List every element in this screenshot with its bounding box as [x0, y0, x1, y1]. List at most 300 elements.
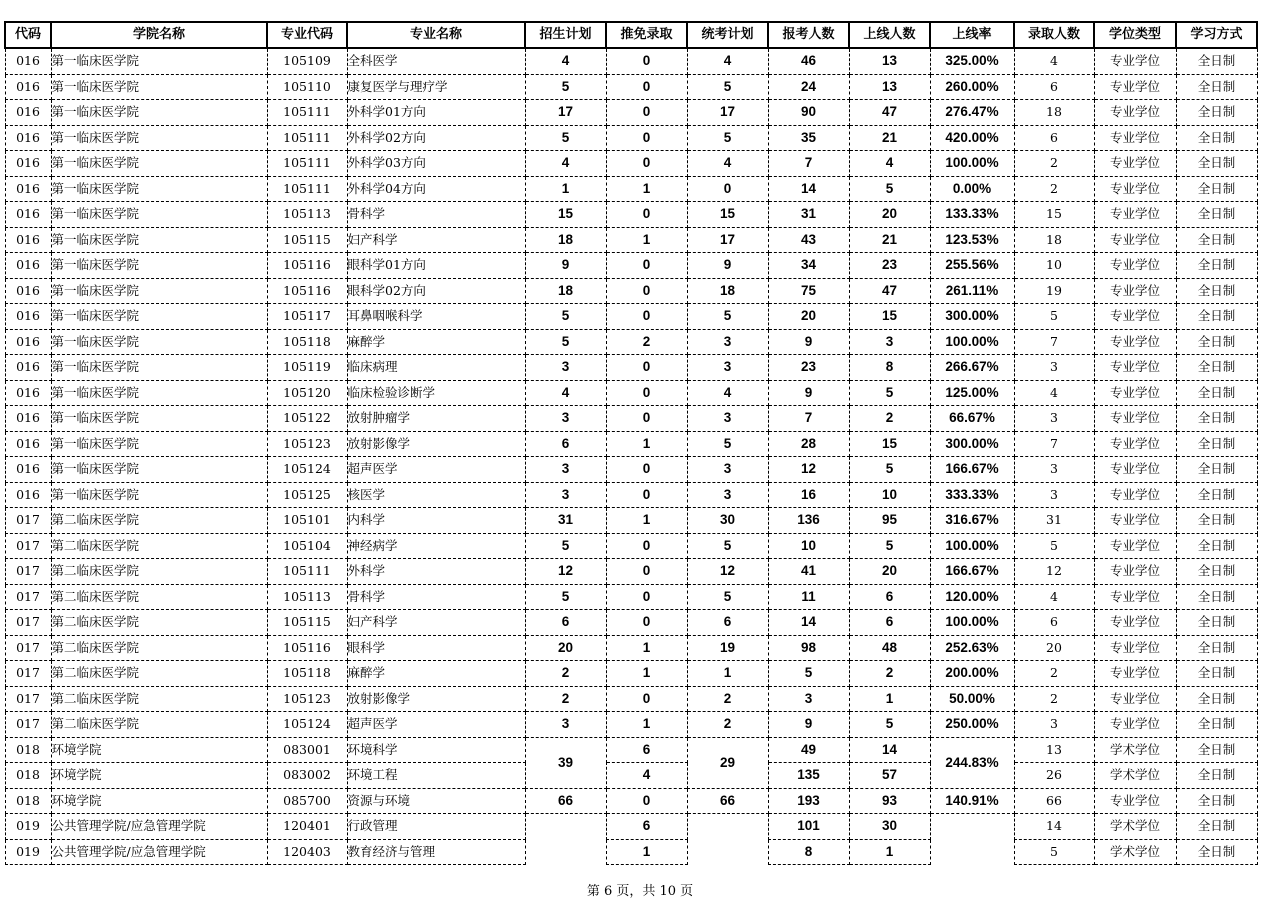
col-college-cell: 第二临床医学院 — [51, 559, 267, 585]
col-plan-cell: 2 — [525, 661, 606, 687]
col-college-cell: 环境学院 — [51, 788, 267, 814]
col-study-mode-cell: 全日制 — [1176, 125, 1257, 151]
col-study-mode-cell: 全日制 — [1176, 253, 1257, 279]
col-major-code-cell: 105101 — [267, 508, 347, 534]
col-exam-plan-cell: 5 — [687, 533, 768, 559]
col-study-mode-cell: 全日制 — [1176, 814, 1257, 840]
col-code-cell: 016 — [5, 355, 51, 381]
table-row — [5, 176, 1257, 202]
col-major-name-cell: 放射影像学 — [347, 431, 525, 457]
col-applicants-cell: 193 — [768, 788, 849, 814]
col-pass-rate-cell: 250.00% — [930, 712, 1014, 738]
header-col-degree-type: 学位类型 — [1094, 22, 1176, 48]
col-applicants-cell: 75 — [768, 278, 849, 304]
col-degree-type-cell: 专业学位 — [1094, 176, 1176, 202]
col-plan-cell — [525, 814, 606, 865]
col-exam-plan-cell: 29 — [687, 737, 768, 788]
col-college-cell: 第二临床医学院 — [51, 508, 267, 534]
col-plan-cell: 5 — [525, 304, 606, 330]
col-code-cell: 016 — [5, 431, 51, 457]
col-college-cell: 第二临床医学院 — [51, 533, 267, 559]
col-degree-type-cell: 专业学位 — [1094, 457, 1176, 483]
col-major-code-cell: 105111 — [267, 151, 347, 177]
col-code-cell: 017 — [5, 559, 51, 585]
col-plan-cell: 18 — [525, 278, 606, 304]
table-row — [5, 610, 1257, 636]
col-admitted-cell: 15 — [1014, 202, 1094, 228]
col-admitted-cell: 3 — [1014, 355, 1094, 381]
col-recommended-cell: 0 — [606, 253, 687, 279]
col-applicants-cell: 49 — [768, 737, 849, 763]
col-passed-cell: 23 — [849, 253, 930, 279]
col-admitted-cell: 12 — [1014, 559, 1094, 585]
col-admitted-cell: 3 — [1014, 457, 1094, 483]
col-code-cell: 017 — [5, 508, 51, 534]
col-admitted-cell: 6 — [1014, 610, 1094, 636]
table-row — [5, 48, 1257, 74]
col-applicants-cell: 8 — [768, 839, 849, 865]
col-exam-plan-cell — [687, 814, 768, 865]
col-plan-cell: 18 — [525, 227, 606, 253]
col-admitted-cell: 10 — [1014, 253, 1094, 279]
col-passed-cell: 47 — [849, 100, 930, 126]
col-major-code-cell: 105117 — [267, 304, 347, 330]
col-degree-type-cell: 专业学位 — [1094, 253, 1176, 279]
col-admitted-cell: 26 — [1014, 763, 1094, 789]
col-recommended-cell: 0 — [606, 533, 687, 559]
col-pass-rate-cell: 276.47% — [930, 100, 1014, 126]
col-code-cell: 016 — [5, 74, 51, 100]
col-plan-cell: 6 — [525, 610, 606, 636]
col-passed-cell: 93 — [849, 788, 930, 814]
col-code-cell: 017 — [5, 635, 51, 661]
col-plan-cell: 4 — [525, 380, 606, 406]
col-pass-rate-cell: 50.00% — [930, 686, 1014, 712]
col-degree-type-cell: 专业学位 — [1094, 431, 1176, 457]
col-admitted-cell: 4 — [1014, 48, 1094, 74]
col-admitted-cell: 6 — [1014, 74, 1094, 100]
col-study-mode-cell: 全日制 — [1176, 839, 1257, 865]
col-applicants-cell: 9 — [768, 329, 849, 355]
col-exam-plan-cell: 9 — [687, 253, 768, 279]
col-passed-cell: 5 — [849, 457, 930, 483]
col-exam-plan-cell: 15 — [687, 202, 768, 228]
col-plan-cell: 3 — [525, 355, 606, 381]
col-major-name-cell: 骨科学 — [347, 202, 525, 228]
col-exam-plan-cell: 5 — [687, 431, 768, 457]
col-recommended-cell: 0 — [606, 74, 687, 100]
col-passed-cell: 1 — [849, 686, 930, 712]
table-row — [5, 635, 1257, 661]
col-major-code-cell: 105123 — [267, 431, 347, 457]
col-admitted-cell: 2 — [1014, 661, 1094, 687]
col-plan-cell: 20 — [525, 635, 606, 661]
col-passed-cell: 15 — [849, 304, 930, 330]
col-admitted-cell: 18 — [1014, 227, 1094, 253]
col-degree-type-cell: 学术学位 — [1094, 839, 1176, 865]
col-major-name-cell: 超声医学 — [347, 457, 525, 483]
col-passed-cell: 13 — [849, 74, 930, 100]
col-admitted-cell: 19 — [1014, 278, 1094, 304]
col-code-cell: 016 — [5, 151, 51, 177]
col-passed-cell: 47 — [849, 278, 930, 304]
col-pass-rate-cell: 123.53% — [930, 227, 1014, 253]
col-degree-type-cell: 专业学位 — [1094, 482, 1176, 508]
col-applicants-cell: 14 — [768, 610, 849, 636]
col-applicants-cell: 14 — [768, 176, 849, 202]
col-degree-type-cell: 专业学位 — [1094, 533, 1176, 559]
col-exam-plan-cell: 5 — [687, 584, 768, 610]
col-study-mode-cell: 全日制 — [1176, 380, 1257, 406]
col-college-cell: 公共管理学院/应急管理学院 — [51, 839, 267, 865]
col-pass-rate-cell: 244.83% — [930, 737, 1014, 788]
col-code-cell: 016 — [5, 304, 51, 330]
col-recommended-cell: 1 — [606, 227, 687, 253]
col-major-code-cell: 105111 — [267, 176, 347, 202]
col-passed-cell: 2 — [849, 661, 930, 687]
col-degree-type-cell: 专业学位 — [1094, 610, 1176, 636]
col-study-mode-cell: 全日制 — [1176, 355, 1257, 381]
col-exam-plan-cell: 4 — [687, 380, 768, 406]
col-plan-cell: 4 — [525, 48, 606, 74]
col-pass-rate-cell: 325.00% — [930, 48, 1014, 74]
col-passed-cell: 5 — [849, 533, 930, 559]
col-applicants-cell: 23 — [768, 355, 849, 381]
col-college-cell: 环境学院 — [51, 763, 267, 789]
col-plan-cell: 5 — [525, 125, 606, 151]
col-major-name-cell: 神经病学 — [347, 533, 525, 559]
col-study-mode-cell: 全日制 — [1176, 48, 1257, 74]
col-study-mode-cell: 全日制 — [1176, 74, 1257, 100]
table-row — [5, 533, 1257, 559]
col-applicants-cell: 41 — [768, 559, 849, 585]
col-recommended-cell: 2 — [606, 329, 687, 355]
col-recommended-cell: 0 — [606, 482, 687, 508]
col-study-mode-cell: 全日制 — [1176, 661, 1257, 687]
col-study-mode-cell: 全日制 — [1176, 584, 1257, 610]
header-col-plan: 招生计划 — [525, 22, 606, 48]
col-major-name-cell: 资源与环境 — [347, 788, 525, 814]
col-admitted-cell: 7 — [1014, 329, 1094, 355]
col-study-mode-cell: 全日制 — [1176, 559, 1257, 585]
header-col-admitted: 录取人数 — [1014, 22, 1094, 48]
col-study-mode-cell: 全日制 — [1176, 176, 1257, 202]
col-major-code-cell: 105119 — [267, 355, 347, 381]
col-pass-rate-cell: 0.00% — [930, 176, 1014, 202]
table-row — [5, 74, 1257, 100]
col-major-code-cell: 083002 — [267, 763, 347, 789]
col-admitted-cell: 5 — [1014, 533, 1094, 559]
col-degree-type-cell: 专业学位 — [1094, 227, 1176, 253]
col-degree-type-cell: 学术学位 — [1094, 763, 1176, 789]
col-major-name-cell: 教育经济与管理 — [347, 839, 525, 865]
header-col-applicants: 报考人数 — [768, 22, 849, 48]
col-exam-plan-cell: 4 — [687, 151, 768, 177]
col-study-mode-cell: 全日制 — [1176, 100, 1257, 126]
col-recommended-cell: 0 — [606, 100, 687, 126]
col-plan-cell: 9 — [525, 253, 606, 279]
col-major-code-cell: 105122 — [267, 406, 347, 432]
col-passed-cell: 1 — [849, 839, 930, 865]
col-college-cell: 第一临床医学院 — [51, 380, 267, 406]
col-major-name-cell: 环境科学 — [347, 737, 525, 763]
col-pass-rate-cell: 252.63% — [930, 635, 1014, 661]
col-plan-cell: 31 — [525, 508, 606, 534]
col-study-mode-cell: 全日制 — [1176, 788, 1257, 814]
col-major-code-cell: 105118 — [267, 329, 347, 355]
col-study-mode-cell: 全日制 — [1176, 278, 1257, 304]
col-study-mode-cell: 全日制 — [1176, 635, 1257, 661]
col-applicants-cell: 31 — [768, 202, 849, 228]
col-major-name-cell: 麻醉学 — [347, 661, 525, 687]
col-degree-type-cell: 专业学位 — [1094, 686, 1176, 712]
col-college-cell: 第二临床医学院 — [51, 712, 267, 738]
col-major-name-cell: 内科学 — [347, 508, 525, 534]
col-college-cell: 第一临床医学院 — [51, 74, 267, 100]
col-study-mode-cell: 全日制 — [1176, 533, 1257, 559]
col-admitted-cell: 5 — [1014, 304, 1094, 330]
col-degree-type-cell: 专业学位 — [1094, 355, 1176, 381]
table-row — [5, 380, 1257, 406]
col-applicants-cell: 24 — [768, 74, 849, 100]
col-recommended-cell: 1 — [606, 839, 687, 865]
col-pass-rate-cell: 100.00% — [930, 533, 1014, 559]
col-plan-cell: 5 — [525, 329, 606, 355]
col-applicants-cell: 11 — [768, 584, 849, 610]
col-applicants-cell: 98 — [768, 635, 849, 661]
col-major-name-cell: 康复医学与理疗学 — [347, 74, 525, 100]
col-study-mode-cell: 全日制 — [1176, 712, 1257, 738]
table-row — [5, 202, 1257, 228]
col-exam-plan-cell: 4 — [687, 48, 768, 74]
col-passed-cell: 14 — [849, 737, 930, 763]
col-code-cell: 016 — [5, 329, 51, 355]
col-exam-plan-cell: 19 — [687, 635, 768, 661]
col-applicants-cell: 12 — [768, 457, 849, 483]
col-code-cell: 017 — [5, 584, 51, 610]
col-recommended-cell: 0 — [606, 788, 687, 814]
col-recommended-cell: 0 — [606, 125, 687, 151]
col-plan-cell: 3 — [525, 457, 606, 483]
col-college-cell: 第一临床医学院 — [51, 482, 267, 508]
col-admitted-cell: 20 — [1014, 635, 1094, 661]
col-admitted-cell: 3 — [1014, 482, 1094, 508]
col-major-code-cell: 120401 — [267, 814, 347, 840]
table-row — [5, 686, 1257, 712]
col-degree-type-cell: 专业学位 — [1094, 151, 1176, 177]
col-major-name-cell: 眼科学 — [347, 635, 525, 661]
col-passed-cell: 5 — [849, 712, 930, 738]
col-major-name-cell: 外科学03方向 — [347, 151, 525, 177]
col-code-cell: 017 — [5, 610, 51, 636]
col-major-name-cell: 核医学 — [347, 482, 525, 508]
col-recommended-cell: 1 — [606, 431, 687, 457]
col-code-cell: 016 — [5, 100, 51, 126]
col-admitted-cell: 2 — [1014, 176, 1094, 202]
col-recommended-cell: 0 — [606, 559, 687, 585]
col-code-cell: 016 — [5, 125, 51, 151]
col-degree-type-cell: 专业学位 — [1094, 48, 1176, 74]
col-plan-cell: 4 — [525, 151, 606, 177]
header-col-college: 学院名称 — [51, 22, 267, 48]
col-major-code-cell: 105116 — [267, 278, 347, 304]
col-recommended-cell: 1 — [606, 712, 687, 738]
col-degree-type-cell: 学术学位 — [1094, 737, 1176, 763]
col-admitted-cell: 13 — [1014, 737, 1094, 763]
col-major-code-cell: 105124 — [267, 712, 347, 738]
table-row — [5, 304, 1257, 330]
col-study-mode-cell: 全日制 — [1176, 763, 1257, 789]
col-recommended-cell: 0 — [606, 355, 687, 381]
col-college-cell: 第一临床医学院 — [51, 176, 267, 202]
col-admitted-cell: 2 — [1014, 151, 1094, 177]
col-major-name-cell: 骨科学 — [347, 584, 525, 610]
col-recommended-cell: 4 — [606, 763, 687, 789]
col-study-mode-cell: 全日制 — [1176, 227, 1257, 253]
col-exam-plan-cell: 30 — [687, 508, 768, 534]
col-major-name-cell: 超声医学 — [347, 712, 525, 738]
table-row — [5, 457, 1257, 483]
col-exam-plan-cell: 3 — [687, 406, 768, 432]
col-code-cell: 016 — [5, 278, 51, 304]
col-passed-cell: 6 — [849, 610, 930, 636]
col-major-name-cell: 妇产科学 — [347, 610, 525, 636]
col-major-code-cell: 105115 — [267, 610, 347, 636]
col-degree-type-cell: 专业学位 — [1094, 788, 1176, 814]
col-major-name-cell: 外科学02方向 — [347, 125, 525, 151]
col-exam-plan-cell: 5 — [687, 304, 768, 330]
col-passed-cell: 21 — [849, 125, 930, 151]
col-applicants-cell: 10 — [768, 533, 849, 559]
col-exam-plan-cell: 5 — [687, 74, 768, 100]
col-code-cell: 018 — [5, 763, 51, 789]
col-code-cell: 018 — [5, 788, 51, 814]
col-recommended-cell: 1 — [606, 508, 687, 534]
col-college-cell: 第一临床医学院 — [51, 355, 267, 381]
col-plan-cell: 12 — [525, 559, 606, 585]
col-pass-rate-cell: 420.00% — [930, 125, 1014, 151]
header-col-pass-rate: 上线率 — [930, 22, 1014, 48]
col-recommended-cell: 6 — [606, 737, 687, 763]
col-applicants-cell: 16 — [768, 482, 849, 508]
col-major-code-cell: 083001 — [267, 737, 347, 763]
header-col-recommended: 推免录取 — [606, 22, 687, 48]
table-row — [5, 814, 1257, 840]
col-major-code-cell: 105104 — [267, 533, 347, 559]
col-degree-type-cell: 专业学位 — [1094, 380, 1176, 406]
col-plan-cell: 1 — [525, 176, 606, 202]
col-pass-rate-cell: 255.56% — [930, 253, 1014, 279]
col-college-cell: 第二临床医学院 — [51, 610, 267, 636]
col-major-code-cell: 105113 — [267, 202, 347, 228]
col-major-code-cell: 105111 — [267, 559, 347, 585]
col-exam-plan-cell: 5 — [687, 125, 768, 151]
col-code-cell: 016 — [5, 227, 51, 253]
col-degree-type-cell: 专业学位 — [1094, 559, 1176, 585]
col-college-cell: 第一临床医学院 — [51, 457, 267, 483]
col-major-code-cell: 105124 — [267, 457, 347, 483]
col-major-code-cell: 105116 — [267, 635, 347, 661]
col-plan-cell: 39 — [525, 737, 606, 788]
col-major-name-cell: 全科医学 — [347, 48, 525, 74]
col-major-code-cell: 105118 — [267, 661, 347, 687]
col-college-cell: 第一临床医学院 — [51, 253, 267, 279]
col-major-code-cell: 105111 — [267, 125, 347, 151]
col-passed-cell: 2 — [849, 406, 930, 432]
col-passed-cell: 20 — [849, 559, 930, 585]
table-row — [5, 584, 1257, 610]
col-recommended-cell: 0 — [606, 457, 687, 483]
col-applicants-cell: 136 — [768, 508, 849, 534]
col-major-code-cell: 105111 — [267, 100, 347, 126]
col-pass-rate-cell: 133.33% — [930, 202, 1014, 228]
col-pass-rate-cell: 100.00% — [930, 151, 1014, 177]
col-college-cell: 第一临床医学院 — [51, 431, 267, 457]
col-code-cell: 017 — [5, 686, 51, 712]
col-major-name-cell: 放射影像学 — [347, 686, 525, 712]
col-passed-cell: 15 — [849, 431, 930, 457]
col-passed-cell: 13 — [849, 48, 930, 74]
col-admitted-cell: 7 — [1014, 431, 1094, 457]
col-applicants-cell: 101 — [768, 814, 849, 840]
col-recommended-cell: 0 — [606, 610, 687, 636]
col-passed-cell: 20 — [849, 202, 930, 228]
col-applicants-cell: 9 — [768, 380, 849, 406]
col-recommended-cell: 0 — [606, 406, 687, 432]
col-applicants-cell: 5 — [768, 661, 849, 687]
col-passed-cell: 6 — [849, 584, 930, 610]
col-plan-cell: 66 — [525, 788, 606, 814]
col-study-mode-cell: 全日制 — [1176, 304, 1257, 330]
col-degree-type-cell: 专业学位 — [1094, 508, 1176, 534]
col-code-cell: 016 — [5, 176, 51, 202]
table-row — [5, 278, 1257, 304]
col-major-name-cell: 耳鼻咽喉科学 — [347, 304, 525, 330]
col-college-cell: 环境学院 — [51, 737, 267, 763]
col-college-cell: 第二临床医学院 — [51, 635, 267, 661]
col-study-mode-cell: 全日制 — [1176, 406, 1257, 432]
col-recommended-cell: 0 — [606, 151, 687, 177]
col-pass-rate-cell: 100.00% — [930, 610, 1014, 636]
col-pass-rate-cell: 66.67% — [930, 406, 1014, 432]
col-major-code-cell: 105120 — [267, 380, 347, 406]
col-exam-plan-cell: 3 — [687, 329, 768, 355]
col-plan-cell: 3 — [525, 712, 606, 738]
col-code-cell: 019 — [5, 839, 51, 865]
col-college-cell: 第一临床医学院 — [51, 304, 267, 330]
col-exam-plan-cell: 17 — [687, 227, 768, 253]
col-college-cell: 第一临床医学院 — [51, 329, 267, 355]
col-admitted-cell: 14 — [1014, 814, 1094, 840]
col-study-mode-cell: 全日制 — [1176, 431, 1257, 457]
col-plan-cell: 15 — [525, 202, 606, 228]
col-degree-type-cell: 专业学位 — [1094, 74, 1176, 100]
col-exam-plan-cell: 2 — [687, 712, 768, 738]
col-exam-plan-cell: 0 — [687, 176, 768, 202]
col-major-name-cell: 放射肿瘤学 — [347, 406, 525, 432]
col-major-name-cell: 外科学04方向 — [347, 176, 525, 202]
col-college-cell: 第一临床医学院 — [51, 278, 267, 304]
table-row — [5, 329, 1257, 355]
col-plan-cell: 3 — [525, 406, 606, 432]
col-admitted-cell: 31 — [1014, 508, 1094, 534]
col-plan-cell: 5 — [525, 584, 606, 610]
col-passed-cell: 3 — [849, 329, 930, 355]
col-pass-rate-cell: 140.91% — [930, 788, 1014, 814]
table-row — [5, 712, 1257, 738]
col-applicants-cell: 35 — [768, 125, 849, 151]
col-degree-type-cell: 专业学位 — [1094, 712, 1176, 738]
